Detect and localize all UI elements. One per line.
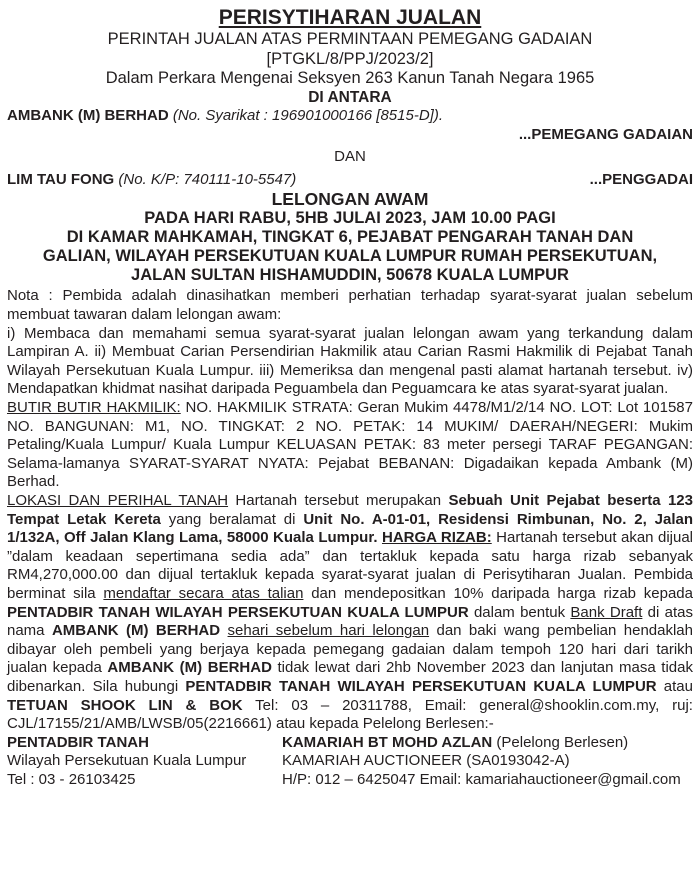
spacer-text bbox=[220, 622, 227, 639]
chargor-role: ...PENGGADAI bbox=[589, 170, 693, 188]
chargee-role: ...PEMEGANG GADAIAN bbox=[518, 125, 693, 143]
title-details-text: NO. HAKMILIK STRATA: Geran Mukim 4478/M1/2/14 NO. LOT: Lot 101587 NO. BANGUNAN: M1, NO. TINGKAT: 2 NO. PETAK: 14 MUKIM/ DAERAH/NEGERI: Mukim Petaling/Kuala Lumpur/ Kuala Lumpur KELUASAN PETAK: 83 meter persegi TARAF PEGANGAN: Selama-lamanya SYARAT-SYARAT NYATA: Pejabat BEBANAN: Digadaikan kepada Ambank (M) Berhad. bbox=[7, 399, 693, 491]
left-signatory-phone: Tel : 03 - 26103425 bbox=[7, 770, 136, 788]
title-details bbox=[7, 399, 693, 492]
title-details-label: BUTIR BUTIR HAKMILIK: bbox=[7, 399, 181, 417]
left-signatory-line1: Wilayah Persekutuan Kuala Lumpur bbox=[7, 752, 247, 770]
auction-venue-line1: DI KAMAR MAHKAMAH, TINGKAT 6, PEJABAT PENGARAH TANAH DAN bbox=[66, 228, 634, 247]
order-subtitle: PERINTAH JUALAN ATAS PERMINTAAN PEMEGANG GADAIAN bbox=[107, 30, 593, 48]
chargee-name: AMBANK (M) BERHAD bbox=[7, 107, 169, 125]
land-administrator-signature bbox=[7, 734, 282, 790]
reserve-price-label: HARGA RIZAB: bbox=[381, 529, 492, 547]
property-address: Unit No. A-01-01, Residensi Rimbunan, No. 2, Jalan 1/132A, Off Jalan Klang Lama, 58000 Kuala Lumpur. bbox=[7, 510, 693, 547]
land-administrator-name: PENTADBIR TANAH WILAYAH PERSEKUTUAN KUALA LUMPUR bbox=[7, 603, 469, 621]
solicitor-name: TETUAN SHOOK LIN & BOK bbox=[7, 696, 243, 714]
deadline-text: sehari sebelum hari lelongan bbox=[227, 622, 430, 640]
location-paragraph bbox=[7, 492, 693, 734]
location-label: LOKASI DAN PERIHAL TANAH bbox=[7, 492, 229, 509]
property-type: Sebuah Unit Pejabat beserta 123 Tempat Letak Kereta bbox=[7, 492, 693, 528]
location-text-2: yang beralamat di bbox=[160, 510, 304, 528]
auctioneer-contact: H/P: 012 – 6425047 Email: kamariahauctioneer@gmail.com bbox=[282, 770, 681, 788]
and-label: DAN bbox=[334, 148, 366, 166]
deposit-text: dan mendepositkan 10% daripada harga rizab kepada bbox=[303, 584, 693, 602]
auction-venue-line2: GALIAN, WILAYAH PERSEKUTUAN KUALA LUMPUR RUMAH PERSEKUTUAN, bbox=[42, 247, 658, 266]
chargee-line bbox=[7, 107, 693, 126]
online-registration-text: mendaftar secara atas talian bbox=[103, 584, 304, 602]
chargor-name: LIM TAU FONG bbox=[7, 170, 115, 188]
balance-deadline-text: tidak lewat dari 2hb November 2023 dan lanjutan masa tidak dibenarkan. Sila hubungi bbox=[7, 659, 693, 695]
auctioneer-company: KAMARIAH AUCTIONEER (SA0193042-A) bbox=[282, 752, 570, 770]
payee-name: AMBANK (M) BERHAD bbox=[51, 622, 221, 640]
note-intro: Nota : Pembida adalah dinasihatkan memberi perhatian terhadap syarat-syarat jualan sebelum membuat tawaran dalam lelongan awam: bbox=[7, 287, 693, 324]
chargor-line bbox=[7, 171, 693, 190]
deposit-form-text: dalam bentuk bbox=[468, 603, 571, 621]
notice-title: PERISYTIHARAN JUALAN bbox=[218, 6, 482, 29]
bank-draft-text: Bank Draft bbox=[570, 603, 643, 621]
balance-text: dan baki wang pembelian hendaklah dibayar oleh pembeli yang berjaya kepada pemegang gadaian dalam tempoh 120 hari dari tarikh jualan kepada bbox=[7, 622, 693, 677]
reference-number: [PTGKL/8/PPJ/2023/2] bbox=[266, 49, 434, 68]
reserve-price-text: Hartanah tersebut akan dijual ”dalam keadaan sepertimana sedia ada” dan tertakluk kepada satu harga rizab sebanyak RM4,270,000.00 dan dijual tertakluk kepada syarat-syarat jualan di Perisytiharan Jualan. Pembida berminat sila bbox=[7, 529, 694, 602]
bank-name: AMBANK (M) BERHAD bbox=[107, 659, 272, 677]
chargee-registration: (No. Syarikat : 196901000166 [8515-D]). bbox=[172, 107, 443, 125]
auctioneer-signature bbox=[282, 734, 693, 790]
auctioneer-role: (Pelelong Berlesen) bbox=[492, 733, 629, 751]
or-text: atau bbox=[656, 677, 693, 695]
left-signatory-title: PENTADBIR TANAH bbox=[7, 733, 149, 751]
chargor-ic: (No. K/P: 740111-10-5547) bbox=[118, 170, 297, 188]
note-items: i) Membaca dan memahami semua syarat-syarat jualan lelongan awam yang terkandung dalam Lampiran A. ii) Membuat Carian Persendirian Hakmilik atau Carian Rasmi Hakmilik di Pejabat Tanah Wilayah Persekutuan Kuala Lumpur. iii) Memeriksa dan mengenal pasti alamat hartanah tersebut. iv) Mendapatkan khidmat nasihat daripada Peguambela dan Peguamcara ke atas syarat-syarat jualan. bbox=[7, 324, 693, 398]
signature-block bbox=[7, 734, 693, 790]
solicitor-contact: Tel: 03 – 20311788, Email: general@shooklin.com.my, ruj: CJL/17155/21/AMB/LWSB/05(2216661) atau kepada Pelelong Berlesen:- bbox=[7, 696, 693, 733]
contact-administrator: PENTADBIR TANAH WILAYAH PERSEKUTUAN KUALA LUMPUR bbox=[185, 677, 657, 695]
auctioneer-name: KAMARIAH BT MOHD AZLAN bbox=[282, 733, 493, 751]
auction-date: PADA HARI RABU, 5HB JULAI 2023, JAM 10.00 PAGI bbox=[144, 209, 556, 228]
location-text-1: Hartanah tersebut merupakan bbox=[228, 492, 449, 509]
auction-heading: LELONGAN AWAM bbox=[271, 189, 429, 210]
auction-venue-line3: JALAN SULTAN HISHAMUDDIN, 50678 KUALA LUMPUR bbox=[131, 266, 569, 285]
payee-text: di atas nama bbox=[7, 603, 693, 640]
between-label: DI ANTARA bbox=[308, 88, 392, 106]
legal-act-line: Dalam Perkara Mengenai Seksyen 263 Kanun Tanah Negara 1965 bbox=[105, 69, 595, 87]
